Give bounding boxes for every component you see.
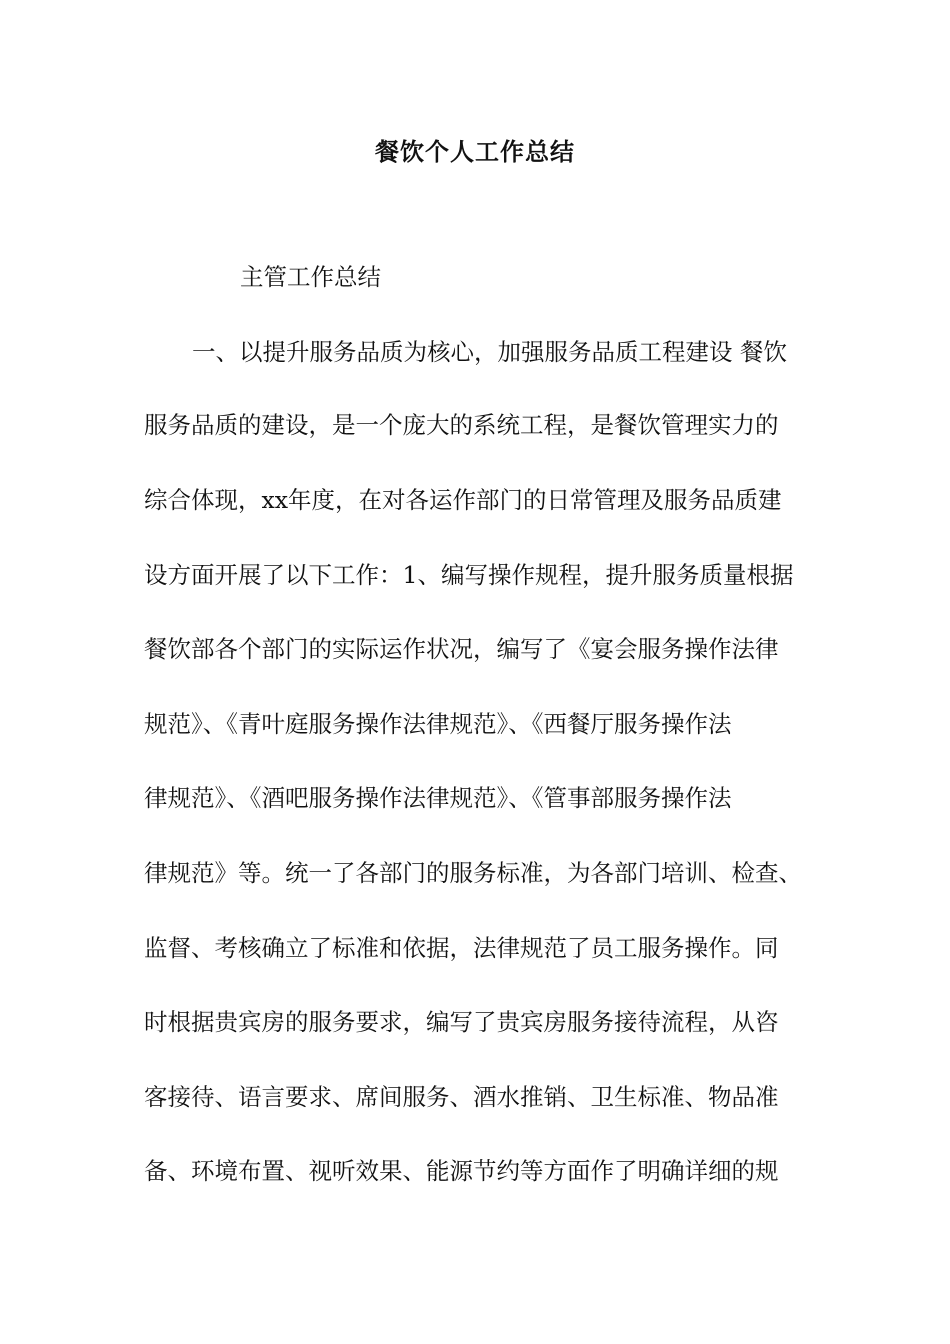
paragraph-line: 律规范》等。统一了各部门的服务标准，为各部门培训、检查、 (144, 859, 802, 887)
paragraph-line: 综合体现，xx年度，在对各运作部门的日常管理及服务品质建 (144, 486, 782, 514)
paragraph-line: 监督、考核确立了标准和依据，法律规范了员工服务操作。同 (144, 934, 779, 962)
paragraph-line: 时根据贵宾房的服务要求，编写了贵宾房服务接待流程，从咨 (144, 1008, 779, 1036)
paragraph-line: 客接待、语言要求、席间服务、酒水推销、卫生标准、物品准 (144, 1083, 779, 1111)
paragraph-line: 服务品质的建设，是一个庞大的系统工程，是餐饮管理实力的 (144, 411, 779, 439)
paragraph-line: 设方面开展了以下工作：1、编写操作规程，提升服务质量根据 (144, 561, 794, 589)
paragraph-line: 规范》、《青叶庭服务操作法律规范》、《西餐厅服务操作法 (144, 710, 732, 738)
paragraph-line: 餐饮部各个部门的实际运作状况，编写了《宴会服务操作法律 (144, 635, 779, 663)
paragraph-line: 一、以提升服务品质为核心，加强服务品质工程建设 餐饮 (192, 338, 787, 366)
section-subheading: 主管工作总结 (240, 263, 381, 291)
paragraph-line: 律规范》、《酒吧服务操作法律规范》、《管事部服务操作法 (144, 784, 732, 812)
document-title: 餐饮个人工作总结 (375, 138, 575, 166)
paragraph-line: 备、环境布置、视听效果、能源节约等方面作了明确详细的规 (144, 1157, 779, 1185)
